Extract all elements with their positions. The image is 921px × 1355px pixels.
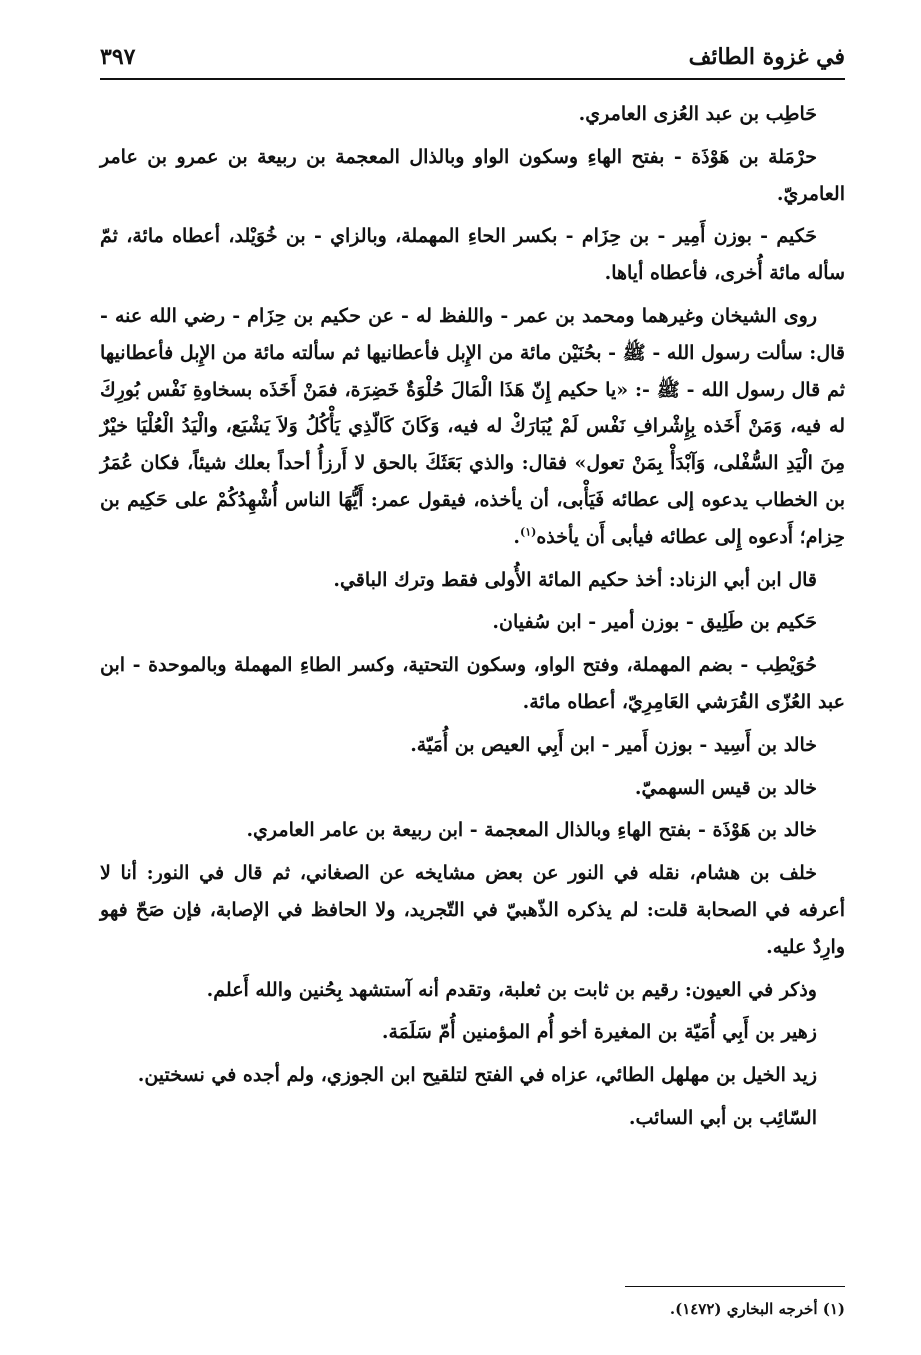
paragraph: زهير بن أَبِي أُمَيّة بن المغيرة أخو أُم المؤمنين أُمّ سَلَمَة. — [381, 1021, 817, 1044]
paragraph: حرْمَلة بن هَوْذَة - بفتح الهاءِ وسكون الواو وبالذال المعجمة بن ربيعة بن عمرو بن عامر العامريّ. — [100, 145, 845, 205]
paragraph: قال ابن أبي الزناد: أخذ حكيم المائة الأُولى فقط وترك الباقي. — [333, 568, 817, 591]
footnote-rule — [625, 1286, 845, 1287]
paragraph: حَكيم - بوزن أَمِير - بن حِزَام - بكسر الحاءِ المهملة، وبالزاي - بن خُوَيْلد، أعطاه مائة، ثمّ سأله مائة أُخرى، فأعطاه أياها. — [100, 225, 845, 285]
paragraph: خالد بن قيس السهميّ. — [634, 776, 817, 799]
paragraph: روى الشيخان وغيرهما ومحمد بن عمر - واللفظ له - عن حكيم بن حِزَام - رضي الله عنه - قال: سألت رسول الله - ﷺ - بحُنَيْن مائة من الإِبل فأعطانيها ثم سألته مائة من الإِبل فأعطانيها ثم قال رسول الله - ﷺ -: «يا حكيم إِنّ هَذَا الْمَالَ حُلْوَةٌ خَضِرَة، فمَنْ أَخَذَه بسخاوةِ نَفْس بُورِكَ له فيه، وَمَنْ أَخَذه بِإِشْرافِ نَفْس لَمْ يُبَارَكْ له فيه، وَكَانَ كَالّذِي يَأْكُلُ وَلاَ يَشْبَع، والْيَدُ الْعُلْيَا خيْرٌ مِنَ الْيَدِ السُّفْلى، وَآبْدَأْ بِمَنْ تعول» فقال: والذي بَعَثَكَ بالحق لا أَرزأُ أحداً بعلك شيئاً، فكان عُمَرُ بن الخطاب يدعوه إلى عطائه فَيَأْبى، أن يأخذه، فيقول عمر: أَيُّهَا الناس أُشْهِدُكُمْ على حَكِيم بن حِزام؛ أَدعوه إِلى عطائه فيأبى أَن يأخذه$^{(١)}$. — [100, 304, 845, 548]
paragraph-text: روى الشيخان وغيرهما ومحمد بن عمر - واللفظ له - عن حكيم بن حِزَام - رضي الله عنه - قال: سألت رسول الله - ﷺ - بحُنَيْن مائة من الإِبل فأعطانيها ثم سألته مائة من الإِبل فأعطانيها ثم قال رسول الله - ﷺ -: «يا حكيم إِنّ هَذَا الْمَالَ حُلْوَةٌ خَضِرَة، فمَنْ أَخَذَه بسخاوةِ نَفْس بُورِكَ له فيه، وَمَنْ أَخَذه بِإِشْرافِ نَفْس لَمْ يُبَارَكْ له فيه، وَكَانَ كَالّذِي يَأْكُلُ وَلاَ يَشْبَع، والْيَدُ الْعُلْيَا خيْرٌ مِنَ الْيَدِ السُّفْلى، وَآبْدَأْ بِمَنْ تعول» فقال: والذي بَعَثَكَ بالحق لا أَرزأُ أحداً بعلك شيئاً، فكان عُمَرُ بن الخطاب يدعوه إلى عطائه فَيَأْبى، أن يأخذه، فيقول عمر: أَيُّهَا الناس أُشْهِدُكُمْ على حَكِيم بن حِزام؛ أَدعوه إِلى عطائه فيأبى أَن يأخذه — [100, 304, 845, 548]
paragraph: خلف بن هشام، نقله في النور عن بعض مشايخه عن الصغاني، ثم قال في النور: أنا لا أعرفه في الصحابة قلت: لم يذكره الذّهبيّ في التّجريد، ولا الحافظ في الإصابة، فإن صَحّ فهو وارِدٌ عليه. — [100, 862, 845, 958]
paragraph: زيد الخيل بن مهلهل الطائي، عزاه في الفتح لتلقيح ابن الجوزي، ولم أجده في نسختين. — [137, 1064, 817, 1087]
paragraph: السّائِب بن أبي السائب. — [628, 1106, 817, 1129]
paragraph: حُوَيْطِب - بضم المهملة، وفتح الواو، وسكون التحتية، وكسر الطاءِ المهملة وبالموحدة - ابن عبد العُزّى القُرَشي العَامِرِيّ، أعطاه مائة. — [100, 654, 845, 713]
header-rule — [100, 78, 845, 80]
paragraph: خالد بن أَسِيد - بوزن أَمير - ابن أَبِي العيص بن أُمَيّة. — [410, 733, 817, 756]
paragraph: حَاطِب بن عبد العُزى العامري. — [578, 103, 817, 125]
paragraph: خالد بن هَوْذَة - بفتح الهاءِ وبالذال المعجمة - ابن ربيعة بن عامر العامري. — [246, 819, 817, 842]
page-header — [100, 38, 845, 78]
paragraph: حَكيم بن طَلِيق - بوزن أمير - ابن سُفيان. — [492, 611, 817, 634]
page-body — [100, 96, 845, 1143]
page-number: ٣٩٧ — [100, 44, 136, 70]
footnote-marker: (١) — [519, 525, 537, 539]
paragraph: وذكر في العيون: رقيم بن ثابت بن ثعلبة، وتقدم أنه آستشهد بِحُنين والله أَعلم. — [206, 978, 817, 1001]
footnote: (١) أخرجه البخاري (١٤٧٢). — [669, 1300, 845, 1318]
running-title: في غزوة الطائف — [688, 44, 845, 70]
